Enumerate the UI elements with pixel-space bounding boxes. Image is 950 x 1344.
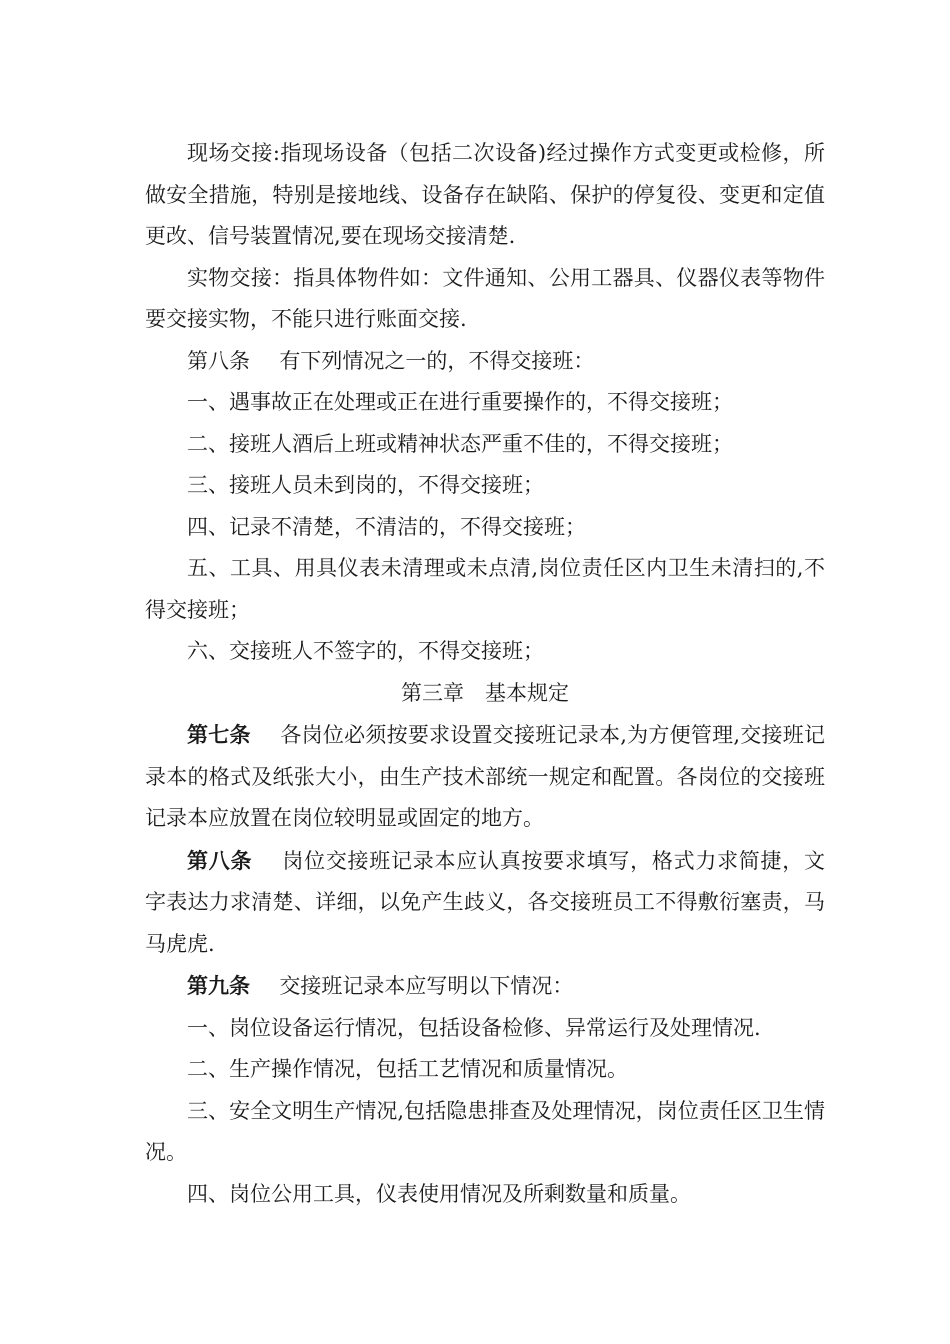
article-seven-text: 各岗位必须按要求设置交接班记录本,为方便管理,交接班记录本的格式及纸张大小，由生产技术部统一规定和配置。各岗位的交接班记录本应放置在岗位较明显或固定的地方。 — [145, 723, 825, 830]
list-item-record-4: 四、岗位公用工具，仪表使用情况及所剩数量和质量。 — [187, 1181, 691, 1206]
paragraph-article-eight — [145, 840, 825, 966]
article-nine-text: 交接班记录本应写明以下情况： — [279, 974, 574, 998]
paragraph-article-nine — [145, 965, 825, 1008]
list-item-record-1: 一、岗位设备运行情况，包括设备检修、异常运行及处理情况. — [187, 1015, 761, 1040]
list-item-condition-3: 三、接班人员未到岗的，不得交接班； — [187, 473, 544, 497]
list-item-condition-4: 四、记录不清楚，不清洁的，不得交接班； — [187, 514, 586, 539]
list-item-condition-2: 二、接班人酒后上班或精神状态严重不佳的，不得交接班； — [187, 431, 733, 456]
article-seven-label: 第七条 — [187, 722, 251, 747]
paragraph-physical-handover: 实物交接：指具体物件如：文件通知、公用工器具、仪器仪表等物件要交接实物，不能只进行账面交接. — [145, 265, 825, 331]
paragraph-article-seven — [145, 714, 825, 840]
paragraph-article-eight-conditions — [145, 341, 825, 383]
document-body — [145, 133, 825, 1215]
list-item-condition-5: 五、工具、用具仪表未清理或未点清,岗位责任区内卫生未清扫的,不得交接班； — [145, 556, 825, 622]
list-item-condition-6: 六、交接班人不签字的，不得交接班； — [187, 639, 544, 663]
chapter-title: 第三章 基本规定 — [401, 680, 569, 705]
list-item-record-3: 三、安全文明生产情况,包括隐患排查及处理情况，岗位责任区卫生情况。 — [145, 1098, 825, 1164]
article-eight-text: 有下列情况之一的，不得交接班： — [279, 348, 595, 373]
article-eight-bold-label: 第八条 — [187, 847, 253, 873]
article-nine-label: 第九条 — [187, 973, 250, 998]
list-item-condition-1: 一、遇事故正在处理或正在进行重要操作的，不得交接班； — [187, 390, 733, 414]
paragraph-onsite-handover: 现场交接:指现场设备（包括二次设备)经过操作方式变更或检修，所做安全措施，特别是接地线、设备存在缺陷、保护的停复役、变更和定值更改、信号装置情况,要在现场交接清楚. — [145, 141, 825, 248]
list-item-record-2: 二、生产操作情况，包括工艺情况和质量情况。 — [187, 1057, 628, 1081]
article-eight-body: 岗位交接班记录本应认真按要求填写，格式力求简捷，文字表达力求清楚、详细，以免产生歧义，各交接班员工不得敷衍塞责，马马虎虎. — [145, 848, 826, 956]
article-eight-label: 第八条 — [187, 348, 250, 373]
